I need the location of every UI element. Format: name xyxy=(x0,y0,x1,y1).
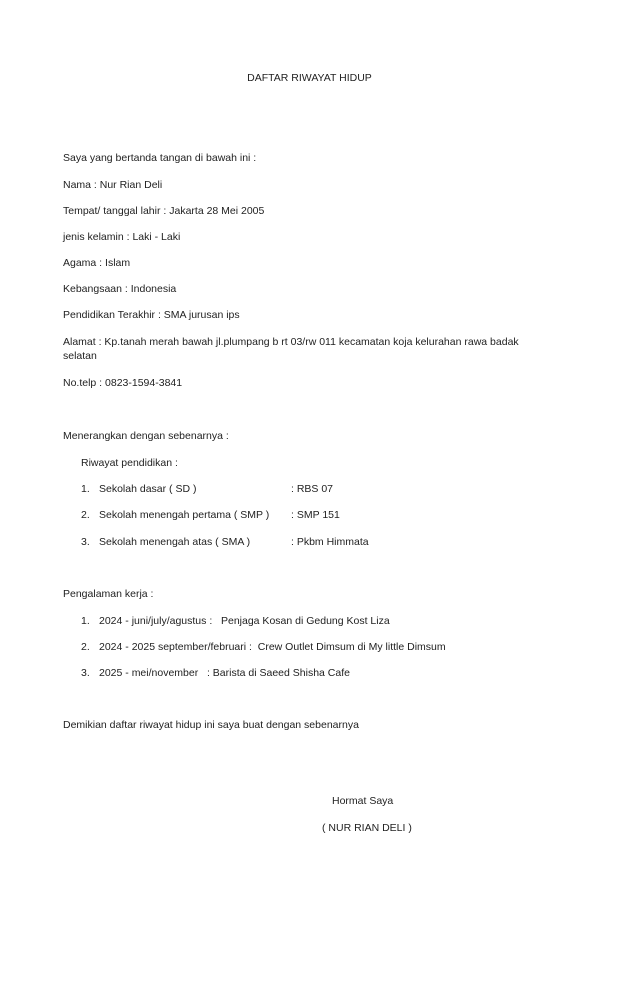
education-school-3: : Pkbm Himmata xyxy=(291,536,369,548)
document-title: DAFTAR RIWAYAT HIDUP xyxy=(247,72,372,84)
education-level-3: Sekolah menengah atas ( SMA ) xyxy=(99,536,251,548)
field-address: Alamat : Kp.tanah merah bawah jl.plumpang b rt 03/rw 011 kecamatan koja kelurahan rawa badak selatan xyxy=(63,336,519,362)
field-religion: Agama : Islam xyxy=(63,257,131,269)
closing-text: Demikian daftar riwayat hidup ini saya buat dengan sebenarnya xyxy=(63,719,359,731)
education-num-1: 1. xyxy=(81,483,90,495)
education-heading: Riwayat pendidikan : xyxy=(81,457,178,469)
signature-name: ( NUR RIAN DELI ) xyxy=(322,822,412,834)
field-education: Pendidikan Terakhir : SMA jurusan ips xyxy=(63,309,240,321)
work-item-3: 2025 - mei/november : Barista di Saeed Shisha Cafe xyxy=(99,667,350,679)
education-school-2: : SMP 151 xyxy=(291,509,340,521)
education-num-3: 3. xyxy=(81,536,90,548)
intro-text: Saya yang bertanda tangan di bawah ini : xyxy=(63,152,257,164)
work-num-2: 2. xyxy=(81,641,90,653)
education-school-1: : RBS 07 xyxy=(291,483,334,495)
field-birth: Tempat/ tanggal lahir : Jakarta 28 Mei 2005 xyxy=(63,205,265,217)
work-item-2: 2024 - 2025 september/februari : Crew Outlet Dimsum di My little Dimsum xyxy=(99,641,446,653)
field-gender: jenis kelamin : Laki - Laki xyxy=(63,231,181,243)
signature-greeting: Hormat Saya xyxy=(332,795,394,807)
work-num-1: 1. xyxy=(81,615,90,627)
education-level-1: Sekolah dasar ( SD ) xyxy=(99,483,197,495)
education-num-2: 2. xyxy=(81,509,90,521)
work-num-3: 3. xyxy=(81,667,90,679)
statement-text: Menerangkan dengan sebenarnya : xyxy=(63,430,229,442)
field-name: Nama : Nur Rian Deli xyxy=(63,179,163,191)
work-item-1: 2024 - juni/july/agustus : Penjaga Kosan di Gedung Kost Liza xyxy=(99,615,390,627)
work-heading: Pengalaman kerja : xyxy=(63,588,154,600)
education-level-2: Sekolah menengah pertama ( SMP ) xyxy=(99,509,270,521)
field-nationality: Kebangsaan : Indonesia xyxy=(63,283,177,295)
field-phone: No.telp : 0823-1594-3841 xyxy=(63,377,183,389)
